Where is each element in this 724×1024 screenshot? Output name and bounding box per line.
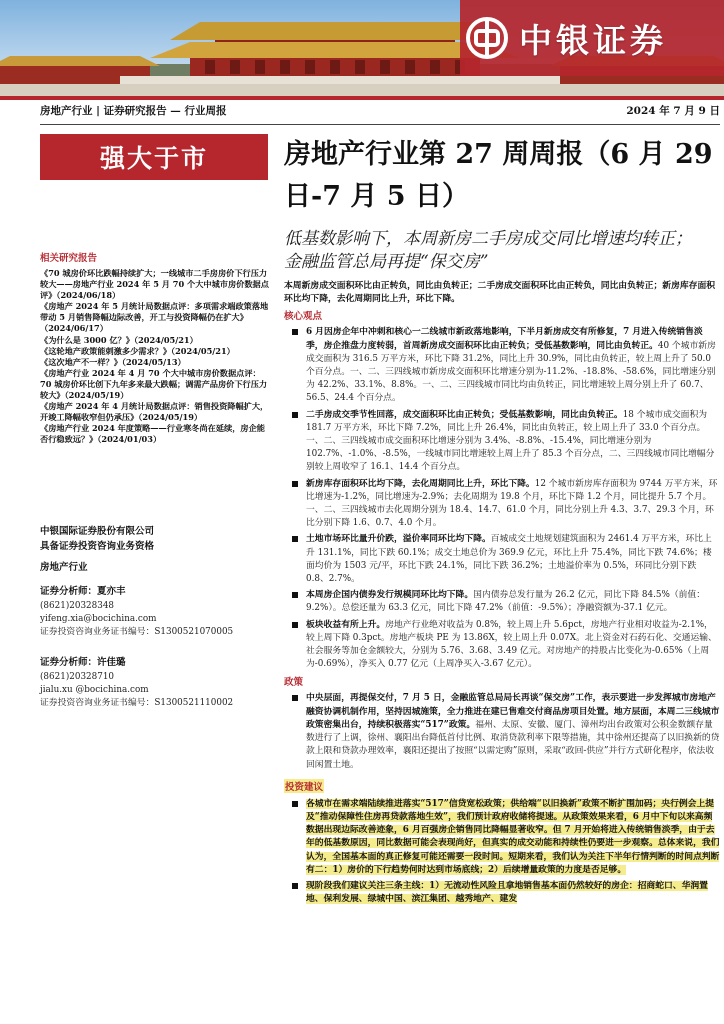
company-name: 中银国际证券股份有限公司 — [40, 526, 155, 537]
core-point-body: 18 个城市成交面积为 181.7 万平方米，环比下降 7.2%，同比上升 26.4%，同比由负转正，较上周上升了 33.0 个百分点。一、二、三四线城市成交面积环比增速分别为 3.4%、-8.8%、-15.4%，同比增速分别为 102.7%、-1.0%、-8.5%，一线城市同比增速较上周上升了 85.3 个百分点，二、三四线城市同比增幅分别较上周收窄了 16.1、14.4 个百分点。 — [306, 409, 715, 473]
banner-underline — [0, 96, 724, 100]
core-point-body: 12 个城市新房库存面积为 9744 万平方米，环比增速为-1.2%，同比增速为-2.9%；去化周期为 19.8 个月，环比下降 1.2 个月，同比提升 5.7 个月。一、二、三四线城市去化周期分别为 18.4、14.7、61.0 个月，同比分别上升 4.3、3.7、29.3 个月，环比分别下降 1.6、0.7、4.0 个月。 — [306, 478, 718, 529]
core-point-lead: 6 月因房企年中冲刺和核心一二线城市新政落地影响，下半月新房成交有所修复，7 月进入传统销售淡季，房企推盘力度转弱，首周新房成交面积环比由正转负；受低基数影响，同比由负转正。 — [306, 327, 703, 351]
report-title: 房地产行业第 27 周周报（6 月 29 日-7 月 5 日） — [284, 139, 713, 212]
report-date: 2024 年 7 月 9 日 — [626, 105, 720, 117]
core-point — [284, 326, 720, 405]
related-item[interactable]: 《房地产行业 2024 年度策略——行业寒冬尚在延续，房企能否行稳致远？》（2024/01/03） — [40, 423, 265, 445]
related-item[interactable]: 《这轮地产政策能刺激多少需求？》（2024/05/21） — [40, 345, 235, 356]
core-heading: 核心观点 — [284, 311, 323, 323]
analyst-card — [40, 655, 272, 710]
core-point — [284, 589, 720, 615]
core-point-lead: 土地市场环比量升价跌，溢价率同环比均下降。 — [306, 534, 491, 545]
report-header — [40, 103, 720, 121]
invest-heading: 投资建议 — [284, 779, 324, 793]
company-sector: 房地产行业 — [40, 562, 88, 573]
company-qualification: 具备证券投资咨询业务资格 — [40, 541, 155, 552]
analyst-card — [40, 584, 272, 639]
core-point — [284, 409, 720, 475]
related-list — [40, 268, 272, 446]
invest-point-text: 现阶段我们建议关注三条主线：1）无流动性风险且拿地销售基本面仍然较好的房企：招商蛇口、华润置地、保利发展、绿城中国、滨江集团、越秀地产、建发 — [306, 880, 708, 905]
analyst-email[interactable]: yifeng.xia@bocichina.com — [40, 614, 157, 624]
policy-heading: 政策 — [284, 677, 304, 689]
core-point — [284, 619, 720, 672]
analyst-phone: (8621)20328348 — [40, 601, 115, 611]
invest-point-text: 各城市在需求端陆续推进落实“517”信贷宽松政策；供给端“以旧换新”政策不断扩围加码；央行例会上提及“推动保障性住房再贷款落地生效”，我们预计政府收储将提速。从政策效果来看，6 月中下旬以来高频数据出现边际改善迹象，6 月百强房企销售同比降幅显著收窄。但 7 月开始将进入传统销售淡季，由于去年的低基数原因，同比数据可能会表现尚好，但真实的成交动能和持续性仍要进一步观察。总体来说，我们认为，全国基本面的真正修复可能还需要一段时间。短期来看，我们认为关注下半年行情判断的时间点判断有二：1）房价的下行趋势何时达到市场底线；2）后续增量政策的力度是否足够。 — [306, 798, 720, 875]
related-item[interactable]: 《为什么是 3000 亿？》（2024/05/21） — [40, 334, 198, 345]
related-item[interactable]: 《房地产 2024 年 5 月统计局数据点评：多项需求端政策落地带动 5 月销售降幅边际改善，开工与投资降幅仍在扩大》（2024/06/17） — [40, 301, 269, 334]
analyst-phone: (8621)20328710 — [40, 672, 115, 682]
core-point-lead: 板块收益有所上升。 — [306, 619, 386, 630]
boc-logo-icon — [465, 16, 509, 60]
invest-point — [284, 798, 720, 877]
policy-list — [284, 692, 720, 771]
company-info — [40, 524, 272, 575]
header-divider — [40, 124, 720, 125]
summary-paragraph: 本周新房成交面积环比由正转负，同比由负转正；二手房成交面积环比由正转负，同比由负转正；新房库存面积环比均下降，去化周期同比上升，环比下降。 — [284, 281, 716, 305]
core-point-body: 国内债券总发行量为 26.2 亿元，同比下降 84.5%（前值：9.2%）。总偿还量为 63.3 亿元，同比下降 47.2%（前值：-9.5%）；净融资额为-37.1 亿元。 — [306, 590, 706, 614]
core-point — [284, 533, 720, 586]
core-point-lead: 本周房企国内债券发行规模同环比均下降。 — [306, 590, 474, 601]
related-item[interactable]: 《70 城房价环比跌幅持续扩大；一线城市二手房房价下行压力较大——房地产行业 2024 年 5 月 70 个大中城市房价数据点评》（2024/06/18） — [40, 268, 269, 301]
related-item[interactable]: 《这次地产不一样？》（2024/05/13） — [40, 356, 186, 367]
core-point-lead: 新房库存面积环比均下降，去化周期同比上升，环比下降。 — [306, 478, 535, 489]
related-heading: 相关研究报告 — [40, 253, 98, 264]
analyst-email[interactable]: jialu.xu @bocichina.com — [40, 685, 149, 695]
related-item[interactable]: 《房地产行业 2024 年 4 月 70 个大中城市房价数据点评：70 城房价环比创下九年多来最大跌幅；调需产品房价下行压力较大》（2024/05/19） — [40, 367, 268, 401]
analyst-cert: 证券投资咨询业务证书编号：S1300521110002 — [40, 698, 234, 708]
related-reports — [40, 250, 272, 446]
main-content — [284, 280, 720, 909]
core-point-lead: 二手房成交季节性回落，成交面积环比由正转负；受低基数影响，同比由负转正。 — [306, 409, 623, 420]
policy-point-body: 福州、太原、安徽、厦门、漳州均出台政策对公积金数额存量数进行了上调，徐州、襄阳出台降低首付比例、取消贷款利率下限等措施，其中徐州还提高了以旧换新的贷款上限和贷款办理效率，襄阳还提出了按照“以需定购”原则，采取“政回-供应”并行方式研化程序，依法收回闲置土地。 — [306, 719, 720, 770]
analyst-name: 证券分析师：夏亦丰 — [40, 586, 126, 597]
brand-logo — [465, 10, 720, 66]
invest-list — [284, 798, 720, 907]
report-category: 房地产行业 | 证券研究报告 — 行业周报 — [40, 105, 227, 117]
policy-point-lead: 中央层面，再提保交付，7 月 5 日，金融监管总局局长再谈“保交房”工作，表示要进一步发挥城市房地产融资协调机制作用，坚持因城施策，全力推进在建已售难交付商品房项目处置。地方层面，本周二三线城市政策密集出台，持续积极落实“517”政策。 — [306, 693, 720, 730]
rating-badge: 强大于市 — [40, 134, 268, 180]
policy-point — [284, 692, 720, 771]
report-subtitle: 低基数影响下，本周新房二手房成交同比增速均转正；金融监管总局再提“保交房” — [284, 229, 692, 272]
core-point-body: 40 个城市新房成交面积为 316.5 万平方米，环比下降 31.2%，同比上升 30.9%，同比由负转正，较上周上升了 50.0 个百分点。一、二、三四线城市新房成交面积环比增速分别为-11.2%、-18.8%、-58.6%，同比增速分别为 42.2%、33.1%、8.8%。一、二、三四线城市同比均由负转正，同比增速较上周分别上升了 60.7、56.5、24.4 个百分点。 — [306, 340, 716, 404]
brand-name: 中银证券 — [519, 20, 667, 60]
related-item[interactable]: 《房地产 2024 年 4 月统计局数据点评：销售投资降幅扩大，开竣工降幅收窄但仍承压》（2024/05/19） — [40, 401, 269, 423]
core-point-body: 房地产行业绝对收益为 0.8%，较上周上升 5.6pct，房地产行业相对收益为-2.1%，较上周下降 0.3pct。房地产板块 PE 为 13.86X，较上周上升 0.07X。北上资金对石药石化、交通运输、社会服务等加仓金额较大，分别为 5.76、3.68、3.49 亿元。对房地产的持股占比变化为-0.65%（上周为-0.69%），净买入 0.77 亿元（上周净买入-3.67 亿元）。 — [306, 619, 717, 670]
analyst-cert: 证券投资咨询业务证书编号：S1300521070005 — [40, 627, 234, 637]
core-point-body: 百城成交土地规划建筑面积为 2461.4 万平方米，环比上升 131.1%，同比下跌 60.1%；成交土地总价为 369.9 亿元，环比上升 75.4%，同比下跌 74.6%；楼面均价为 1503 元/平，环比下跌 24.1%，同比下跌 36.2%；土地溢价率为 0.5%，环同比分别下跌 0.8、2.7%。 — [306, 534, 712, 585]
analyst-name: 证券分析师：许佳璐 — [40, 657, 126, 668]
core-point — [284, 478, 720, 531]
core-list — [284, 326, 720, 671]
header-banner — [0, 0, 724, 96]
invest-point — [284, 880, 720, 906]
